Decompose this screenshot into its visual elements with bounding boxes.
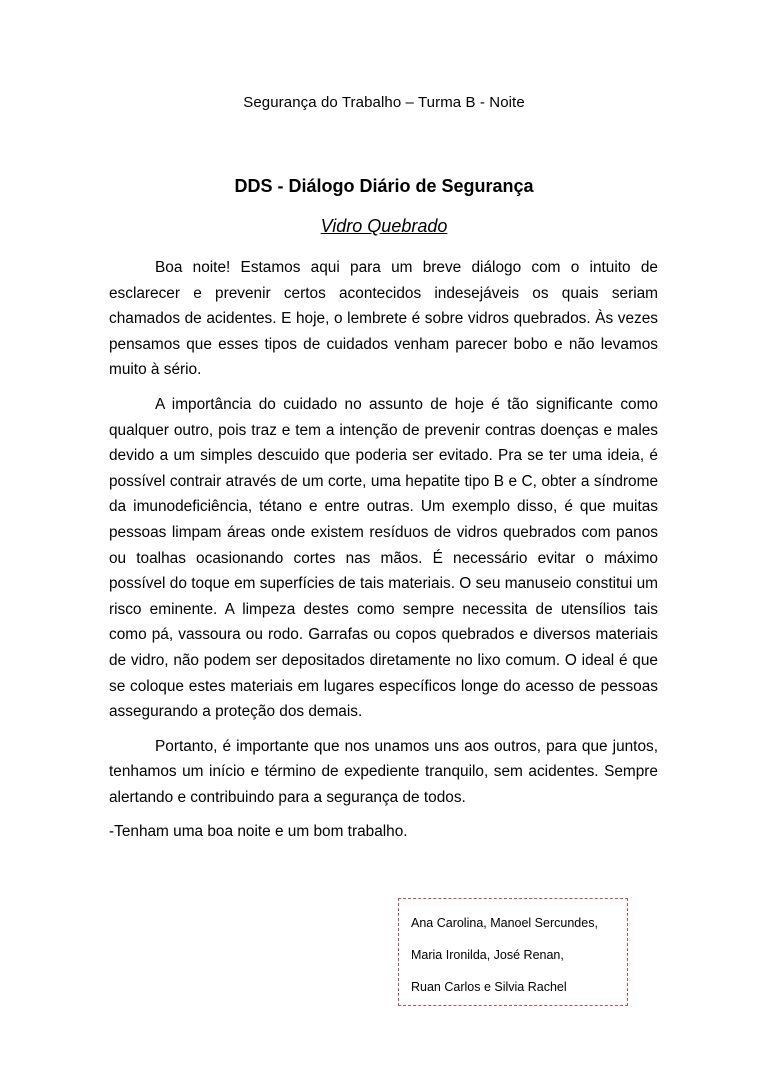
paragraph-importance: A importância do cuidado no assunto de hoje é tão significante como qualquer outro, pois traz e tem a intenção de prevenir contras doenças e males devido a um simples descuido que poderia ser evitado. Pra se ter uma ideia, é possível contrair através de um corte, uma hepatite tipo B e C, obter a síndrome da imunodeficiência, tétano e entre outras. Um exemplo disso, é que muitas pessoas limpam áreas onde existem resíduos de vidros quebrados com panos ou toalhas ocasionando cortes nas mãos. É necessário evitar o máximo possível do toque em superfícies de tais materiais. O seu manuseio constitui um risco eminente. A limpeza destes como sempre necessita de utensílios tais como pá, vassoura ou rodo. Garrafas ou copos quebrados e diversos materiais de vidro, não podem ser depositados diretamente no lixo comum. O ideal é que se coloque estes materiais em lugares específicos longe do acesso de pessoas assegurando a proteção dos demais. bbox=[109, 395, 658, 721]
signature-line-3: Ruan Carlos e Silvia Rachel bbox=[411, 980, 567, 994]
signature-box bbox=[398, 898, 628, 1006]
paragraph-intro: Boa noite! Estamos aqui para um breve diálogo com o intuito de esclarecer e prevenir certos acontecidos indesejáveis os quais seriam chamados de acidentes. E hoje, o lembrete é sobre vidros quebrados. Às vezes pensamos que esses tipos de cuidados venham parecer bobo e não levamos muito à sério. bbox=[109, 259, 658, 379]
signature-line-1: Ana Carolina, Manoel Sercundes, bbox=[411, 916, 598, 930]
signature-lines bbox=[411, 907, 598, 1003]
paragraph-conclusion: Portanto, é importante que nos unamos uns aos outros, para que juntos, tenhamos um início e término de expediente tranquilo, sem acidentes. Sempre alertando e contribuindo para a segurança de todos. bbox=[109, 737, 658, 806]
document-title: DDS - Diálogo Diário de Segurança bbox=[234, 176, 534, 196]
course-header: Segurança do Trabalho – Turma B - Noite bbox=[243, 94, 525, 111]
document-body bbox=[109, 255, 658, 854]
signature-line-2: Maria Ironilda, José Renan, bbox=[411, 948, 564, 962]
closing-line: -Tenham uma boa noite e um bom trabalho. bbox=[109, 823, 408, 841]
document-subtitle: Vidro Quebrado bbox=[320, 216, 448, 236]
